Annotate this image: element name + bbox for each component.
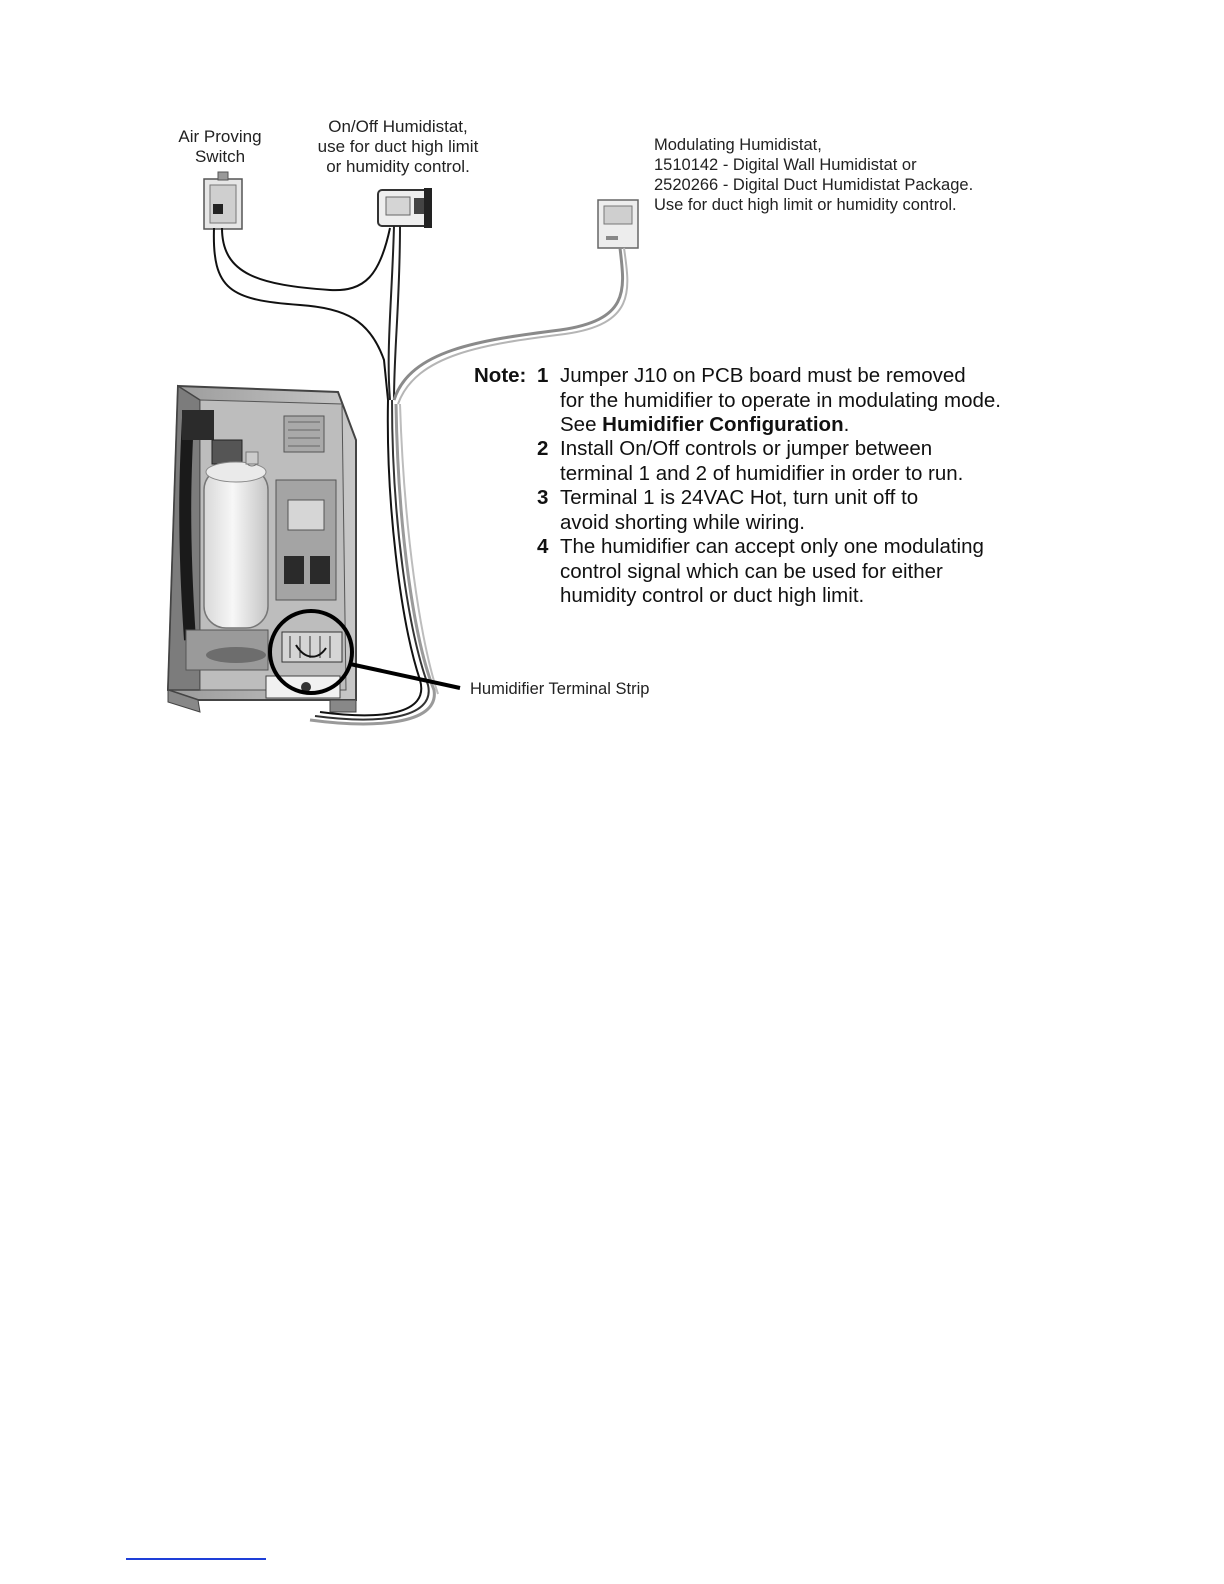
modulating-humidistat-label: Modulating Humidistat, 1510142 - Digital Wall Humidistat or 2520266 - Digital Duct Humidistat Package. Use for duct high limit or humidity control. [654, 136, 974, 214]
onoff-humidistat-device [378, 188, 432, 228]
onoff-humidistat-label: On/Off Humidistat, use for duct high limit or humidity control. [317, 117, 479, 176]
footnote-separator [126, 1558, 266, 1560]
note-4-number: 4 [537, 535, 549, 558]
air-proving-switch-label: Air Proving Switch [178, 127, 262, 166]
humidifier-unit [168, 386, 356, 712]
note-2-number: 2 [537, 437, 549, 460]
air-proving-switch-device [204, 172, 242, 229]
terminal-strip-leader [350, 664, 460, 688]
terminal-strip-label: Humidifier Terminal Strip [470, 680, 650, 698]
modulating-humidistat-device [598, 200, 638, 248]
note-2-text: Install On/Off controls or jumper between terminal 1 and 2 of humidifier in order to run. [560, 437, 964, 485]
notes-heading: Note: [474, 364, 527, 387]
note-3-number: 3 [537, 486, 549, 509]
note-1-text: Jumper J10 on PCB board must be removed for the humidifier to operate in modulating mode. See Humidifier Configuration. [560, 364, 1002, 436]
note-1-number: 1 [537, 364, 549, 387]
note-4-text: The humidifier can accept only one modulating control signal which can be used for either humidity control or duct high limit. [560, 535, 984, 607]
note-3-text: Terminal 1 is 24VAC Hot, turn unit off to avoid shorting while wiring. [560, 486, 919, 534]
